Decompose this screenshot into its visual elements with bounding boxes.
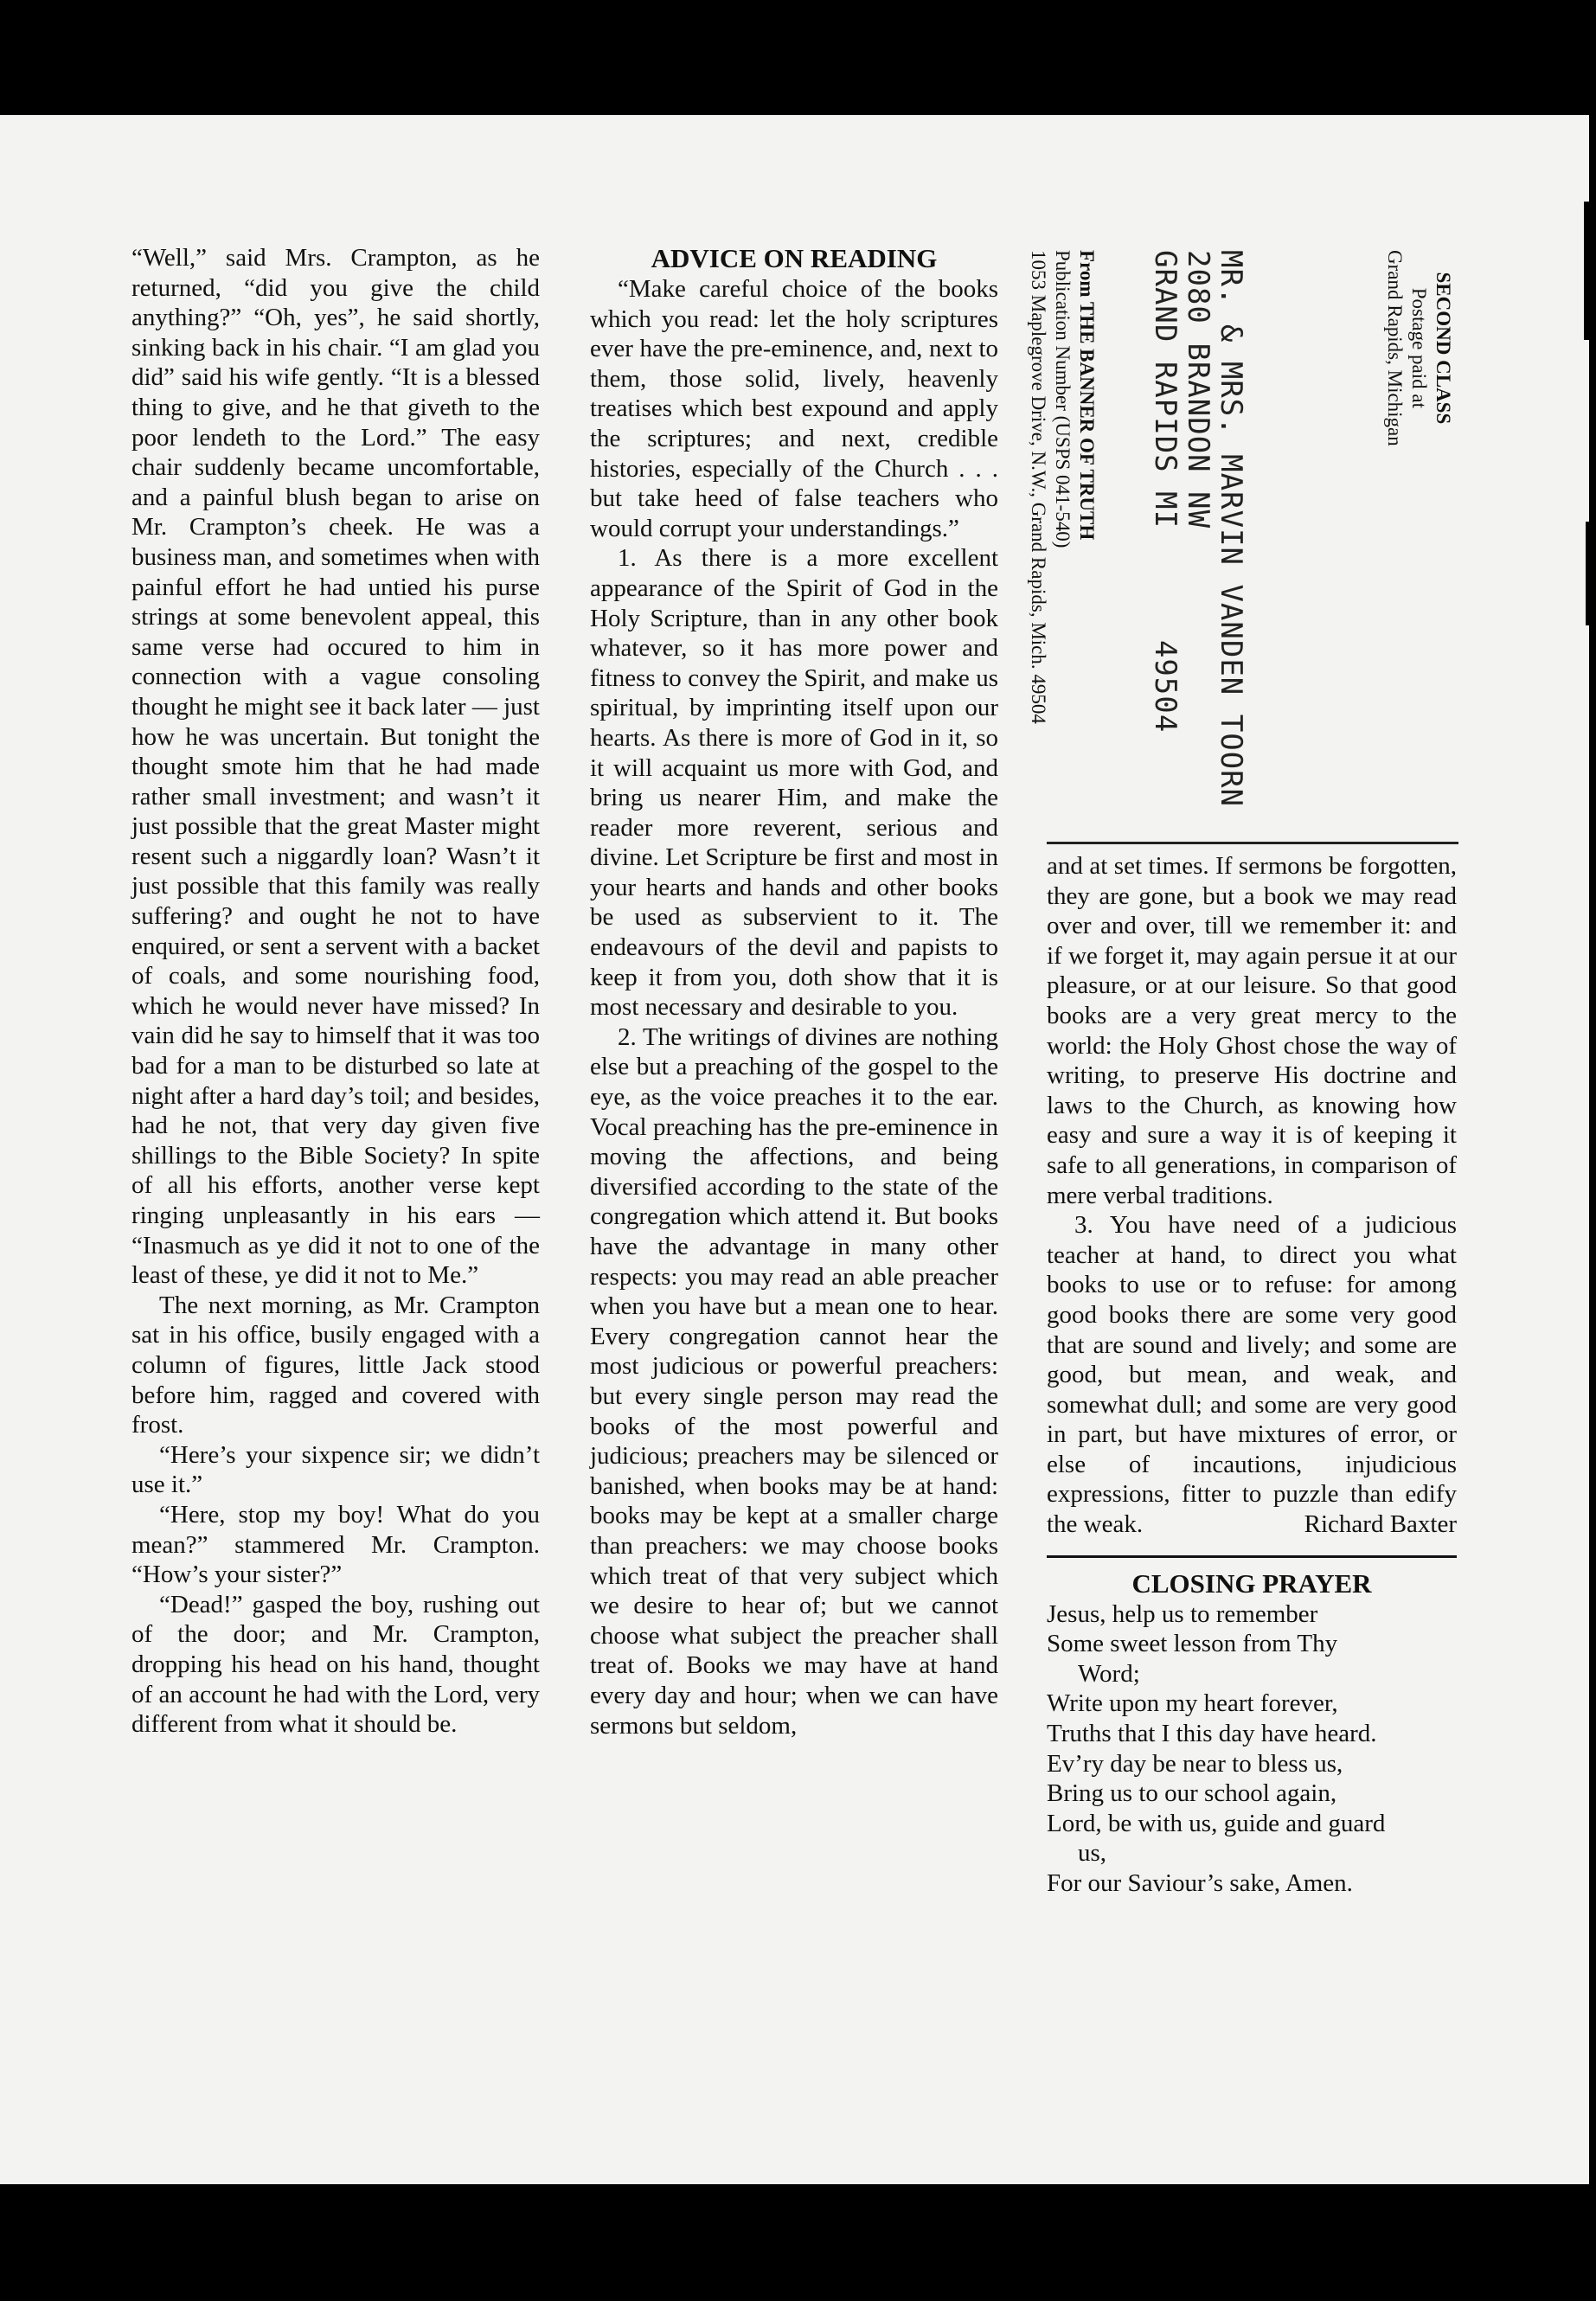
scanned-page — [0, 115, 1596, 2184]
advice-paragraph: 2. The writings of divines are nothing else but a preaching of the gospel to the eye, as the voice preaches it to the ear. Vocal preaching has the pre-eminence in moving the affections, and being diversified according to the state of the congregation which attend it. But books have the advantage in many other respects: you may read an able preacher when you have but a mean one to hear. Every congregation cannot hear the most judicious or powerful preachers: but every single person may read the books of the most powerful and judicious; preachers may be silenced or banished, when books may be at hand: books may be kept at a smaller charge than preachers: we may choose books which treat of that very subject which we desire to hear of; but we cannot choose what subject the preacher shall treat of. Books we may have at hand every day and hour; when we can have sermons but seldom, — [590, 1022, 998, 1740]
scan-edge-mark — [1586, 522, 1596, 625]
prayer-line: Word; — [1078, 1659, 1140, 1688]
postage-city-line: Grand Rapids, Michigan — [1384, 250, 1406, 446]
prayer-line: Ev’ry day be near to bless us, — [1047, 1749, 1343, 1778]
prayer-line: Jesus, help us to remember — [1047, 1599, 1318, 1628]
prayer-title: CLOSING PRAYER — [1131, 1567, 1372, 1599]
story-paragraph: “Here’s your sixpence sir; we didn’t use it.” — [131, 1440, 540, 1499]
second-class-line: SECOND CLASS — [1433, 272, 1454, 425]
from-line: From THE BANNER OF TRUTH — [1076, 250, 1098, 541]
label-divider — [1047, 842, 1458, 844]
prayer-line: Truths that I this day have heard. — [1047, 1720, 1377, 1748]
postage-paid-line: Postage paid at — [1408, 287, 1430, 408]
story-paragraph: “Here, stop my boy! What do you mean?” stammered Mr. Crampton. “How’s your sister?” — [131, 1500, 540, 1589]
publication-number: Publication Number (USPS 041-540) — [1052, 250, 1074, 548]
advice-column — [590, 243, 998, 1740]
closing-prayer — [1047, 1568, 1457, 1899]
advice-title: ADVICE ON READING — [651, 243, 938, 273]
mailing-label — [1028, 250, 1457, 840]
section-rule — [1047, 1555, 1457, 1558]
advice-paragraph: and at set times. If sermons be forgotten, they are gone, but a book we may read over and over, till we remember it: and if we forget it, may again persue it at our pleasure, or at our leisure. So that good books are a very great mercy to the world: the Holy Ghost chose the way of writing, to preserve His doctrine and laws to the Church, as knowing how easy and sure a way it is of keeping it safe to all generations, in comparison of mere verbal traditions. — [1047, 852, 1457, 1209]
advice-paragraph-text: 3. You have need of a judicious teacher at hand, to direct you what books to use or to refuse: for among good books there are some very good that are sound and lively; and some are good, but mean, and weak, and somewhat dull; and some are very good in part, but have mixtures of error, or else of incautions, injudicious expressions, fitter to puzzle than edify the weak. — [1047, 1211, 1457, 1539]
advice-paragraph: “Make careful choice of the books which you read: let the holy scriptures ever have the pre-eminence, and, next to them, those solid, lively, heavenly treatises which best expound and apply the scriptures; and next, credible histories, especially of the Church . . . but take heed of false teachers who would corrupt your understandings.” — [590, 275, 998, 542]
prayer-line: Write upon my heart forever, — [1047, 1689, 1338, 1718]
return-address — [1026, 250, 1099, 724]
prayer-line: Some sweet lesson from Thy — [1047, 1630, 1338, 1658]
prayer-line: For our Saviour’s sake, Amen. — [1047, 1869, 1353, 1897]
story-paragraph: The next morning, as Mr. Crampton sat in his office, busily engaged with a column of figures, little Jack stood before him, ragged and covered with frost. — [131, 1291, 540, 1439]
advice-continued-column — [1047, 851, 1457, 1899]
prayer-line: us, — [1078, 1839, 1107, 1868]
story-column — [131, 243, 540, 1740]
recipient-address — [1149, 250, 1247, 807]
prayer-line: Lord, be with us, guide and guard — [1047, 1809, 1386, 1837]
story-paragraph: “Dead!” gasped the boy, rushing out of the door; and Mr. Crampton, dropping his head on his hand, thought of an account he had with the Lord, very different from what it should be. — [131, 1590, 540, 1739]
story-paragraph: “Well,” said Mrs. Crampton, as he returned, “did you give the child anything?” “Oh, yes”, he said shortly, sinking back in his chair. “I am glad you did” said his wife gently. “It is a blessed thing to give, and he that giveth to the poor lendeth to the Lord.” The easy chair suddenly became uncomfortable, and a painful blush began to arise on Mr. Crampton’s cheek. He was a business man, and sometimes when with painful effort he had untied his purse strings at some benevolent appeal, this same verse had occured to him in connection with a vague consoling thought he might see it back later — just how he was uncertain. But tonight the thought smote him that he had made rather small investment; and wasn’t it just possible that the great Master might resent such a niggardly loan? Wasn’t it just possible that this family was really suffering? and ought he not to have enquired, or sent a servent with a backet of coals, and some nourishing food, which he would never have missed? In vain did he say to himself that it was too bad for a man to be disturbed so late at night after a hard day’s toil; and besides, had he not, that very day given five shillings to the Bible Society? In spite of all his efforts, another verse kept ringing unpleasantly in his ears — “Inasmuch as ye did it not to one of the least of these, ye did it not to Me.” — [131, 244, 541, 1290]
advice-paragraph — [1047, 1210, 1457, 1540]
postage-indicia — [1382, 250, 1455, 446]
from-address: 1053 Maplegrove Drive, N.W., Grand Rapids, Mich. 49504 — [1028, 250, 1049, 724]
signature: Richard Baxter — [1304, 1510, 1457, 1539]
scan-edge-mark — [1584, 202, 1596, 340]
advice-paragraph: 1. As there is a more excellent appearance of the Spirit of God in the Holy Scripture, than in any other book whatever, so it has more power and fitness to convey the Spirit, and make us spiritual, by imprinting itself upon our hearts. As there is more of God in it, so it will acquaint us more with God, and bring us nearer Him, and make the reader more reverent, serious and divine. Let Scripture be first and most in your hearts and hands and other books be used as subservient to it. The endeavours of the devil and papists to keep it from you, doth show that it is most necessary and desirable to you. — [590, 544, 998, 1022]
recipient-name: MR. & MRS. MARVIN VANDEN TOORN — [1214, 250, 1248, 808]
prayer-line: Bring us to our school again, — [1047, 1779, 1337, 1808]
recipient-street: 2080 BRANDON NW — [1181, 250, 1215, 529]
scan-edge — [1589, 115, 1596, 2184]
recipient-city: GRAND RAPIDS MI 49504 — [1148, 250, 1183, 734]
